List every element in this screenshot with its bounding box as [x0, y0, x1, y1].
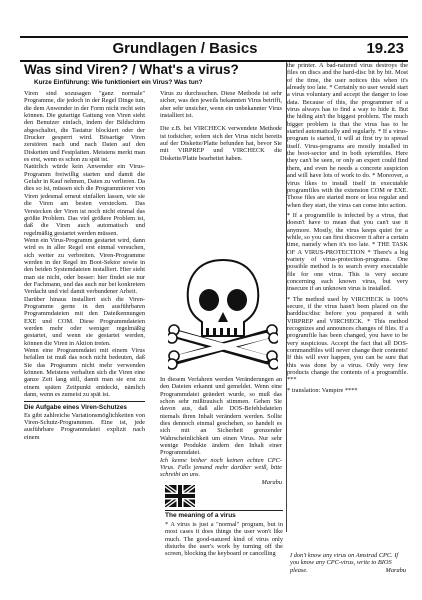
german-column-2 — [160, 90, 282, 162]
skull-and-crossbones-icon — [168, 256, 278, 372]
section-title: Grundlagen / Basics — [112, 40, 258, 57]
english-column — [287, 62, 408, 394]
translator-credit: * translation: Vampire **** — [287, 386, 358, 394]
section-heading: Die Aufgabe eines Viren-Schutzes — [24, 401, 145, 411]
paragraph: Virus zu durchsuchen. Diese Methode ist sehr sicher, was den jeweils bekannten Virus betrifft, aber sehr unsicher, wenn ein unbekannter Virus installiert ist. — [160, 90, 282, 120]
english-intro-text: * A virus is just a "normal" program, but in most cases it does things the user won't like much. The good-natured kind of virus only disturbs the user's work by turning off the screen, blocking the keyboard or cancelling — [165, 521, 283, 558]
note-text: I don't know any virus on Amstrad CPC. If you know any CPC-virus, write to BIOS please. — [290, 552, 399, 574]
paragraph: Es gibt zahlreiche Variationsmöglichkeiten von Viren-Schutz-Programmen. Eine ist, jede ausführbare Programmdatei explizit nach einem — [24, 411, 145, 441]
paragraph: * If a programfile is infected by a virus, that doesn't have to mean that you can't use it anymore. Mostly, the virus keeps quiet for a while, so you can first discover it after a certain time, namely when it's too late. * THE TASK OF A VIRUS-PROTECTION * There's a big variety of virus-protection-programs. One possible method is to search every executable file for one virus. This is very secure concerning each known virus, but very insecure if an unknown virus is installed. — [287, 211, 408, 293]
paragraph: Wenn ein Virus-Programm gestartet wird, dann wird es in aller Regel erst einmal versuchen, sich weiter zu verbreiten. Viren-Programme werden in der Regel im Boot-Sektor sowie in den beiden Systemdateien installiert. Hier sieht man sie nicht, oder besser: hier findet sie nur der Fachmann, und das auch nur bei konkretem Verdacht und viel damit verbundener Arbeit. — [24, 236, 145, 296]
paragraph: Natürlich würde kein Anwender ein Virus-Programm freiwillig starten und damit die Gefahr in Kauf nehmen, Daten zu verlieren. Da dies so ist, müssen sich die Programmierer von Viren jedesmal erneut einfallen lassen, wie sie die Viren am besten verstecken. Das Verstecken der Viren ist noch nicht einmal das größte Problem. Das viel größere Problem ist, daß die Viren auch automatisch und regelmäßig gestartet werden müssen. — [24, 163, 145, 237]
page-header — [20, 36, 408, 62]
signature: Marabu — [385, 566, 406, 574]
paragraph: In diesem Verfahren werden Veränderungen an den Dateien erkannt und gemeldet. Wenn eine Programmdatei geändert wurde, so muß das schon sehr mißtrauisch stimmen. Gehen Sie davon aus, daß alle DOS-Befehlsdateien niemals ihren Inhalt verändern werden. Sollte dies dennoch einmal geschehen, so handelt es sich mit an Sicherheit grenzender Wahrscheinlichkeit um einen Virus. Nur sehr wenige Produkte ändern den Inhalt einer Programmdatei. — [160, 376, 282, 457]
german-column-1 — [24, 90, 145, 441]
article-title: Was sind Viren? / What's a virus? — [24, 62, 239, 77]
english-author-note — [290, 552, 406, 574]
page-number: 19.23 — [366, 40, 404, 57]
author-note: Ich kenne bisher noch keinen echten CPC-Virus. Falls jemand mehr darüber weiß, bitte schreibt an uns. — [160, 456, 282, 479]
signature: Marabu — [261, 478, 282, 486]
paragraph: Wenn eine Programmdatei mit einem Virus befallen ist muß das noch nicht bedeuten, daß Sie das Programm nicht mehr verwenden können. Meistens verhalten sich die Viren eine ganze Zeit lang still, damit man sie erst zu einem späten Zeitpunkt entdeckt, nämlich dann, wenn es zumeist zu spät ist. — [24, 347, 145, 399]
paragraph: Viren sind sozusagen "ganz normale" Programme, die jedoch in der Regel Dinge tun, die dem Anwender in der Form nicht recht sein können. Die gutartige Gattung von Viren sieht den Benutzer einfach, indem der Bildschirm abgeschaltet, die Tastatur blockiert oder der Drucker gesperrt wird. Bösartige Viren zerstören nach und nach Daten auf den Disketten und Festplatten. Meistens merkt man es erst, wenn es schon zu spät ist. — [24, 90, 145, 164]
union-jack-icon — [165, 485, 195, 507]
paragraph: * The method used by VIRCHECK is 100% secure, if the virus hasn't been placed on the harddisc/disc before you prepared it with VIRPREP and VIRCHECK. * This method recognizes and announces changes of files. If a programfile has been changed, you have to be very suspicious. Accept the fact that all DOS-commandfiles will never change their contents! If this will ever happen, you can be sure that this was done by a virus. Only very few products change the contents of a programfile. *** — [287, 295, 408, 384]
english-section-heading: The meaning of a virus — [165, 510, 283, 520]
paragraph: Darüber hinaus installiert sich die Viren-Programme gerne in den ausführbaren Programmdateien mit den Dateikennungen EXE und COM. Diese Programmdateien werden mehr oder weniger regelmäßig gestartet, und wenn sie gestartet werden, können die Viren in Aktion treten. — [24, 295, 145, 347]
german-column-2-continued — [160, 376, 282, 486]
paragraph: Die z.B. bei VIRCHECK verwendete Methode ist todsicher, sofern sich der Virus nicht bereits auf der Diskette/Platte befunden hat, bevor Sie mit VIRPREP und VIRCHECK die Diskette/Platte bearbeitet haben. — [160, 125, 282, 162]
article-subtitle: Kurze Einführung: Wie funktioniert ein Virus? Was tun? — [34, 79, 203, 86]
paragraph: the printer. A bad-natured virus destroys the files on discs and the hard-disc bit by bit. Most of the time, the user notices this when it's already too late. * Certainly no user would start a virus voluntary and accept the danger to lose data. Because of this, the programmer of a virus always has to find a way to hide it. But the hiding ain't the biggest problem. The much bigger problem is that the virus has to be started automatically and regularly. * If a virus-program is started, it will at first try to spread itself. Virus-programs are mostly installed in the boot-sector and in both sytemfiles. Here they can't be seen, or only an expert could find them, and even he needs a concrete suspicion and will have lots of work to do. * Moreover, a virus likes to install itself in executable programfiles with the extension COM or EXE. Those files are started more or less regular and when they start, the virus can come into action. — [287, 62, 408, 209]
